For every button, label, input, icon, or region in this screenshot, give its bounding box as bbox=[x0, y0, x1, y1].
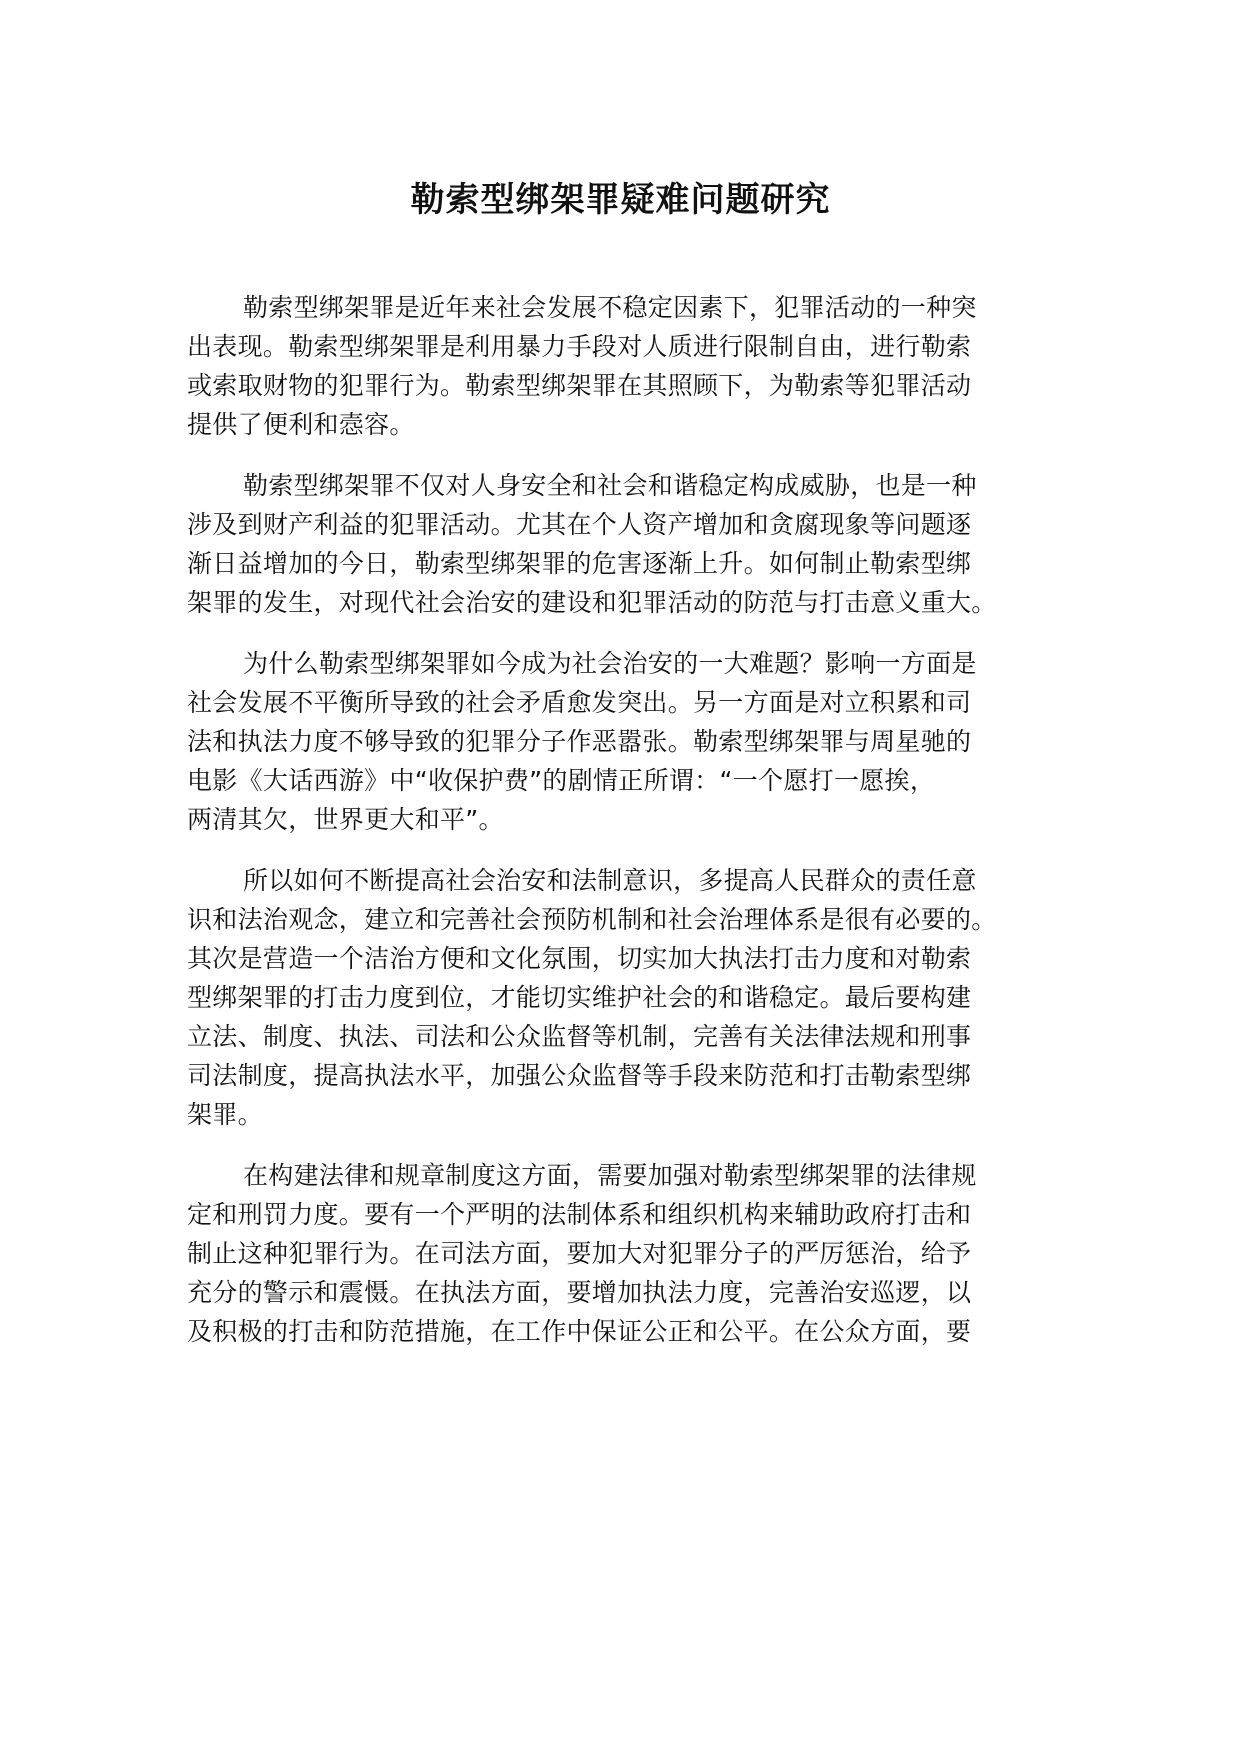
document-title: 勒索型绑架罪疑难问题研究 bbox=[410, 180, 831, 220]
paragraph-line: 及积极的打击和防范措施，在工作中保证公正和公平。在公众方面，要 bbox=[187, 1317, 972, 1346]
paragraph-line: 架罪的发生，对现代社会治安的建设和犯罪活动的防范与打击意义重大。 bbox=[187, 588, 997, 617]
document-body bbox=[187, 288, 1067, 1373]
paragraph-3 bbox=[187, 644, 1067, 839]
paragraph-1 bbox=[187, 288, 1067, 444]
paragraph-line: 定和刑罚力度。要有一个严明的法制体系和组织机构来辅助政府打击和 bbox=[187, 1200, 972, 1229]
paragraph-line: 电影《大话西游》中“收保护费”的剧情正所谓：“一个愿打一愿挨， bbox=[187, 766, 936, 795]
paragraph-5 bbox=[187, 1156, 1067, 1351]
paragraph-line: 所以如何不断提高社会治安和法制意识，多提高人民群众的责任意 bbox=[243, 866, 977, 895]
paragraph-line: 社会发展不平衡所导致的社会矛盾愈发突出。另一方面是对立积累和司 bbox=[187, 688, 972, 717]
paragraph-line: 提供了便利和悫容。 bbox=[187, 410, 415, 439]
paragraph-line: 型绑架罪的打击力度到位，才能切实维护社会的和谐稳定。最后要构建 bbox=[187, 983, 972, 1012]
paragraph-line: 法和执法力度不够导致的犯罪分子作恶嚣张。勒索型绑架罪与周星驰的 bbox=[187, 727, 972, 756]
paragraph-line: 勒索型绑架罪不仅对人身安全和社会和谐稳定构成威胁，也是一种 bbox=[243, 471, 977, 500]
paragraph-line: 在构建法律和规章制度这方面，需要加强对勒索型绑架罪的法律规 bbox=[243, 1161, 977, 1190]
paragraph-line: 或索取财物的犯罪行为。勒索型绑架罪在其照顾下，为勒索等犯罪活动 bbox=[187, 371, 972, 400]
paragraph-line: 架罪。 bbox=[187, 1100, 263, 1129]
paragraph-line: 识和法治观念，建立和完善社会预防机制和社会治理体系是很有必要的。 bbox=[187, 905, 997, 934]
paragraph-line: 勒索型绑架罪是近年来社会发展不稳定因素下，犯罪活动的一种突 bbox=[243, 293, 977, 322]
paragraph-line: 为什么勒索型绑架罪如今成为社会治安的一大难题？影响一方面是 bbox=[243, 649, 977, 678]
paragraph-line: 司法制度，提高执法水平，加强公众监督等手段来防范和打击勒索型绑 bbox=[187, 1061, 972, 1090]
paragraph-line: 充分的警示和震慑。在执法方面，要增加执法力度，完善治安巡逻，以 bbox=[187, 1278, 972, 1307]
paragraph-4 bbox=[187, 861, 1067, 1134]
paragraph-line: 立法、制度、执法、司法和公众监督等机制，完善有关法律法规和刑事 bbox=[187, 1022, 972, 1051]
paragraph-line: 涉及到财产利益的犯罪活动。尤其在个人资产增加和贪腐现象等问题逐 bbox=[187, 510, 972, 539]
paragraph-line: 出表现。勒索型绑架罪是利用暴力手段对人质进行限制自由，进行勒索 bbox=[187, 332, 972, 361]
paragraph-2 bbox=[187, 466, 1067, 622]
paragraph-line: 两清其欠，世界更大和平”。 bbox=[187, 805, 504, 834]
paragraph-line: 渐日益增加的今日，勒索型绑架罪的危害逐渐上升。如何制止勒索型绑 bbox=[187, 549, 972, 578]
paragraph-line: 其次是营造一个洁治方便和文化氛围，切实加大执法打击力度和对勒索 bbox=[187, 944, 972, 973]
paragraph-line: 制止这种犯罪行为。在司法方面，要加大对犯罪分子的严厉惩治，给予 bbox=[187, 1239, 972, 1268]
